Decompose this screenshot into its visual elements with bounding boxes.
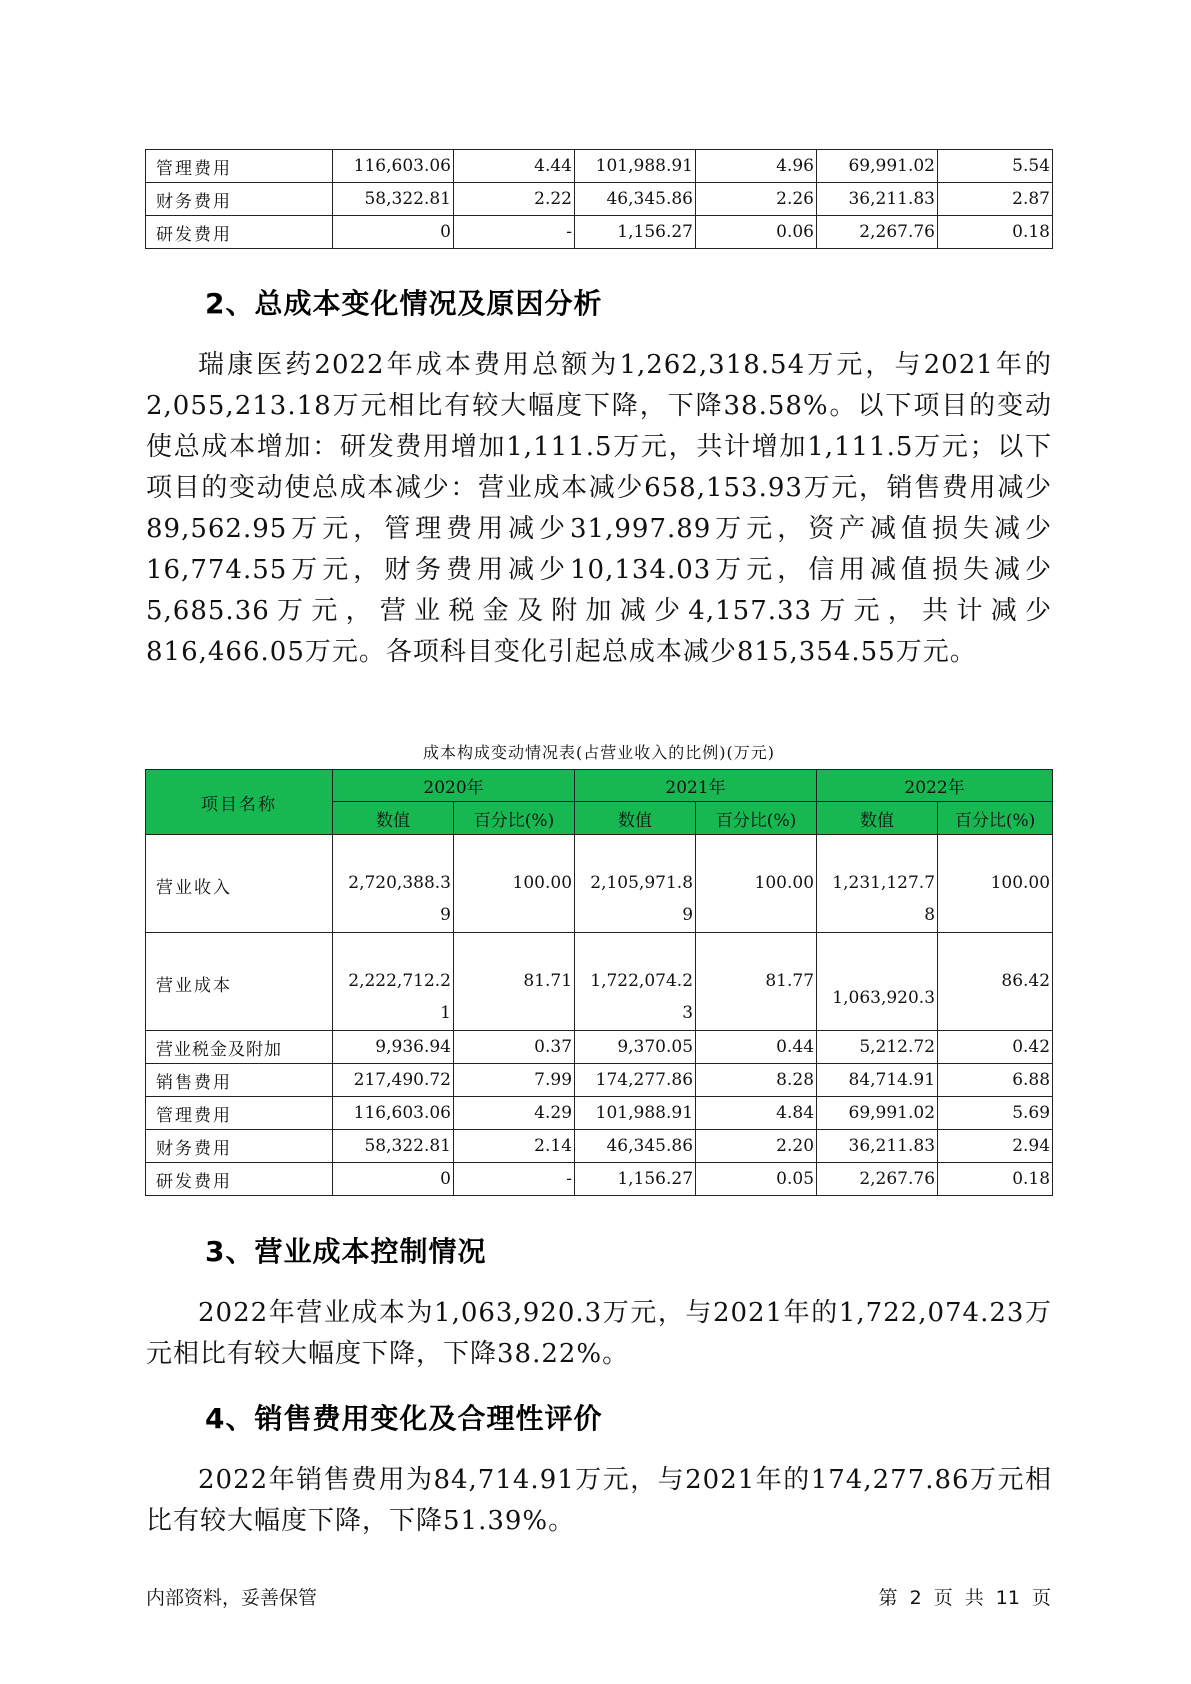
percent-2020: 4.44 — [454, 150, 575, 183]
percent-2020 — [454, 933, 575, 1031]
percent-2021-text: 81.77 — [765, 971, 815, 991]
percent-2021-text: 100.00 — [754, 873, 815, 893]
value-2022: 36,211.83 — [817, 1130, 938, 1163]
table-row — [146, 150, 1053, 183]
value-2022: 84,714.91 — [817, 1064, 938, 1097]
percent-2020: 7.99 — [454, 1064, 575, 1097]
percent-2022: 0.42 — [938, 1031, 1053, 1064]
header-year-2020: 2020年 — [333, 770, 575, 802]
value-2020 — [333, 933, 454, 1031]
table-row — [146, 835, 1053, 933]
percent-2022 — [938, 835, 1053, 933]
value-2022: 5,212.72 — [817, 1031, 938, 1064]
percent-2020: 2.14 — [454, 1130, 575, 1163]
value-2020: 9,936.94 — [333, 1031, 454, 1064]
value-2021: 101,988.91 — [575, 1097, 696, 1130]
row-name: 营业收入 — [156, 878, 232, 898]
header-percent: 百分比(%) — [454, 802, 575, 835]
value-2021: 9,370.05 — [575, 1031, 696, 1064]
value-2022: 36,211.83 — [817, 183, 938, 216]
percent-2022: 5.69 — [938, 1097, 1053, 1130]
value-2021-line1: 2,105,971.8 — [590, 873, 694, 893]
value-2021: 46,345.86 — [575, 1130, 696, 1163]
header-year-2021: 2021年 — [575, 770, 817, 802]
row-name: 营业成本 — [156, 976, 232, 996]
value-2022 — [817, 933, 938, 1031]
percent-2021: 0.44 — [696, 1031, 817, 1064]
percent-2020: 0.37 — [454, 1031, 575, 1064]
row-name: 销售费用 — [146, 1064, 333, 1097]
value-2020: 0 — [333, 1163, 454, 1196]
section-heading: 2、总成本变化情况及原因分析 — [205, 287, 603, 320]
section-paragraph: 瑞康医药2022年成本费用总额为1,262,318.54万元，与2021年的2,055,213.18万元相比有较大幅度下降，下降38.58%。以下项目的变动使总成本增加：研发费用增加1,111.5万元，共计增加1,111.5万元；以下项目的变动使总成本减少：营业成本减少658,153.93万元，销售费用减少89,562.95万元，管理费用减少31,997.89万元，资产减值损失减少16,774.55万元，财务费用减少10,134.03万元，信用减值损失减少5,685.36万元，营业税金及附加减少4,157.33万元，共计减少816,466.05万元。各项科目变化引起总成本减少815,354.55万元。 — [146, 350, 1052, 667]
percent-2021 — [696, 933, 817, 1031]
header-item-name: 项目名称 — [146, 770, 333, 835]
cost-structure-table — [145, 769, 1053, 1196]
value-2022: 2,267.76 — [817, 1163, 938, 1196]
value-2021-line2: 9 — [682, 905, 694, 925]
header-percent: 百分比(%) — [696, 802, 817, 835]
value-2022-line1: 1,231,127.7 — [832, 873, 936, 893]
table-row — [146, 1130, 1053, 1163]
value-2020 — [333, 835, 454, 933]
percent-2022: 5.54 — [938, 150, 1053, 183]
header-percent: 百分比(%) — [938, 802, 1053, 835]
percent-2021: 0.06 — [696, 216, 817, 249]
table-row — [146, 216, 1053, 249]
percent-2020: - — [454, 216, 575, 249]
percent-2021: 8.28 — [696, 1064, 817, 1097]
value-2022: 69,991.02 — [817, 150, 938, 183]
row-name: 管理费用 — [146, 1097, 333, 1130]
table-row — [146, 933, 1053, 1031]
value-2020: 58,322.81 — [333, 1130, 454, 1163]
value-2021-line2: 3 — [682, 1003, 694, 1023]
value-2021: 174,277.86 — [575, 1064, 696, 1097]
section-paragraph: 2022年营业成本为1,063,920.3万元，与2021年的1,722,074.23万元相比有较大幅度下降，下降38.22%。 — [146, 1298, 1052, 1369]
value-2021 — [575, 933, 696, 1031]
value-2021: 1,156.27 — [575, 1163, 696, 1196]
value-2020-line2: 1 — [440, 1003, 451, 1023]
header-value: 数值 — [575, 802, 696, 835]
percent-2022: 6.88 — [938, 1064, 1053, 1097]
value-2020-line1: 2,222,712.2 — [348, 971, 451, 991]
row-name: 研发费用 — [146, 1163, 333, 1196]
percent-2021 — [696, 835, 817, 933]
value-2020: 58,322.81 — [333, 183, 454, 216]
table-header-row — [146, 770, 1053, 802]
table-row — [146, 1064, 1053, 1097]
percent-2021: 0.05 — [696, 1163, 817, 1196]
percent-2020: 4.29 — [454, 1097, 575, 1130]
percent-2022: 2.94 — [938, 1130, 1053, 1163]
percent-2022-text: 100.00 — [990, 873, 1051, 893]
value-2022: 69,991.02 — [817, 1097, 938, 1130]
value-2021: 101,988.91 — [575, 150, 696, 183]
percent-2021: 4.84 — [696, 1097, 817, 1130]
row-name: 财务费用 — [146, 1130, 333, 1163]
percent-2022: 0.18 — [938, 1163, 1053, 1196]
table-row — [146, 1163, 1053, 1196]
value-2021 — [575, 835, 696, 933]
value-2022 — [817, 835, 938, 933]
section-heading: 3、营业成本控制情况 — [205, 1235, 487, 1268]
header-value: 数值 — [817, 802, 938, 835]
percent-2022-text: 86.42 — [1001, 971, 1051, 991]
header-value: 数值 — [333, 802, 454, 835]
percent-2020-text: 100.00 — [512, 873, 573, 893]
percent-2020 — [454, 835, 575, 933]
cost-table-continued — [145, 149, 1053, 249]
percent-2021: 4.96 — [696, 150, 817, 183]
table-row — [146, 1031, 1053, 1064]
header-year-2022: 2022年 — [817, 770, 1053, 802]
value-2022-line2: 8 — [924, 905, 936, 925]
row-name-cell — [146, 933, 333, 1031]
percent-2022: 2.87 — [938, 183, 1053, 216]
percent-2022 — [938, 933, 1053, 1031]
percent-2020-text: 81.71 — [523, 971, 573, 991]
value-2020: 0 — [333, 216, 454, 249]
percent-2020: - — [454, 1163, 575, 1196]
row-name: 管理费用 — [146, 150, 333, 183]
percent-2022: 0.18 — [938, 216, 1053, 249]
row-name: 研发费用 — [146, 216, 333, 249]
value-2021: 1,156.27 — [575, 216, 696, 249]
footer-confidential-note: 内部资料，妥善保管 — [146, 1587, 318, 1609]
percent-2020: 2.22 — [454, 183, 575, 216]
table-row — [146, 1097, 1053, 1130]
value-2021: 46,345.86 — [575, 183, 696, 216]
value-2020-line2: 9 — [440, 905, 451, 925]
table-row — [146, 183, 1053, 216]
value-2020: 116,603.06 — [333, 1097, 454, 1130]
row-name: 营业税金及附加 — [146, 1031, 333, 1064]
value-2022-text: 1,063,920.3 — [832, 988, 936, 1008]
value-2022: 2,267.76 — [817, 216, 938, 249]
percent-2021: 2.26 — [696, 183, 817, 216]
value-2021-line1: 1,722,074.2 — [590, 971, 694, 991]
section-heading: 4、销售费用变化及合理性评价 — [205, 1402, 603, 1435]
table-caption: 成本构成变动情况表(占营业收入的比例)(万元) — [423, 743, 775, 762]
row-name: 财务费用 — [146, 183, 333, 216]
section-paragraph: 2022年销售费用为84,714.91万元，与2021年的174,277.86万元相比有较大幅度下降，下降51.39%。 — [146, 1465, 1052, 1536]
value-2020: 116,603.06 — [333, 150, 454, 183]
percent-2021: 2.20 — [696, 1130, 817, 1163]
value-2020: 217,490.72 — [333, 1064, 454, 1097]
footer-page-number: 第 2 页 共 11 页 — [878, 1587, 1051, 1609]
value-2020-line1: 2,720,388.3 — [348, 873, 451, 893]
row-name-cell — [146, 835, 333, 933]
